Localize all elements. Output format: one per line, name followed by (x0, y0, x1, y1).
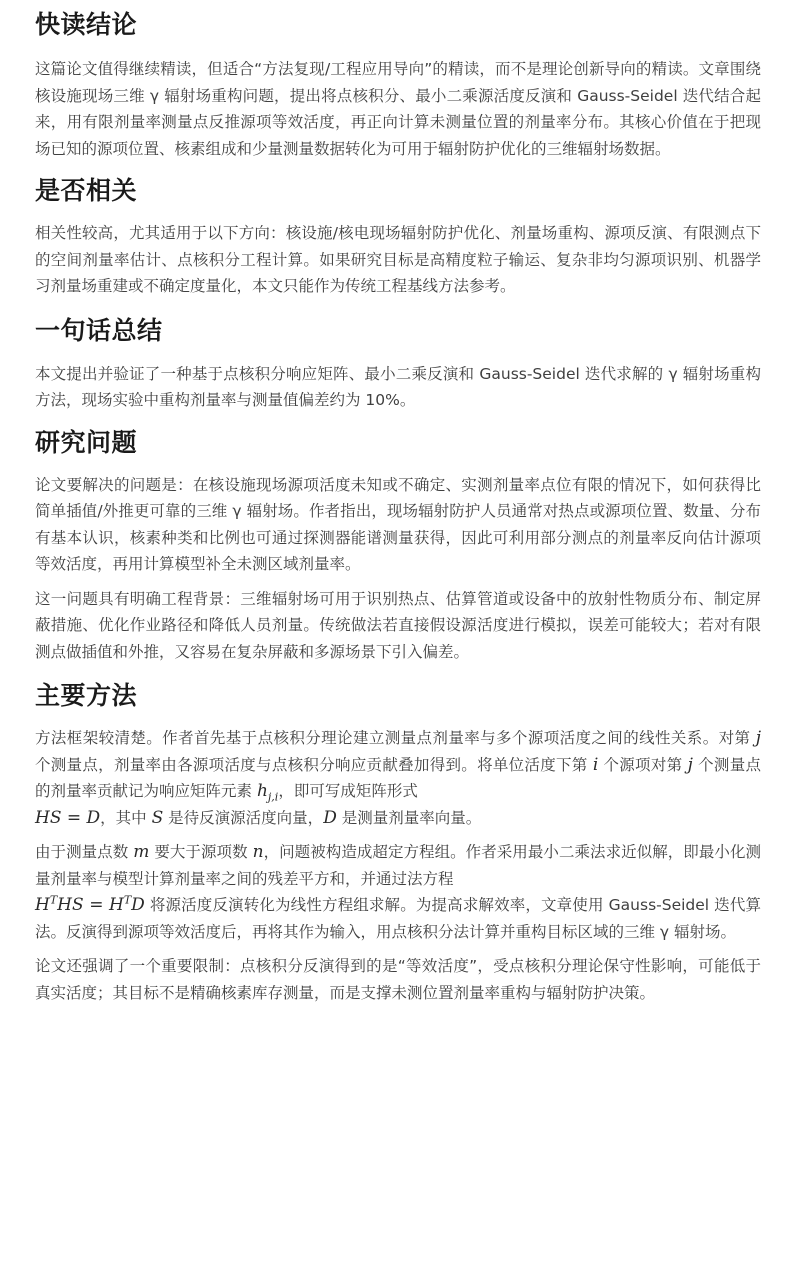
paragraph: 论文要解决的问题是：在核设施现场源项活度未知或不确定、实测剂量率点位有限的情况下，如何获得比简单插值/外推更可靠的三维 γ 辐射场。作者指出，现场辐射防护人员通常对热点或源项位置、数量、分布有基本认识，核素种类和比例也可通过探测器能谱测量获得，因此可利用部分测点的剂量率反向估计源项等效活度，再用计算模型补全未测区域剂量率。 (35, 475, 761, 573)
math-var (256, 781, 279, 804)
section-title: 是否相关 (35, 176, 138, 205)
math-equation: HS = D (35, 807, 101, 828)
paragraph: 这一问题具有明确工程背景：三维辐射场可用于识别热点、估算管道或设备中的放射性物质分布、制定屏蔽措施、优化作业路径和降低人员剂量。传统做法若直接假设源活度进行模拟，误差可能较大；若对有限测点做插值和外推，又容易在复杂屏蔽和多源场景下引入偏差。 (35, 589, 761, 661)
text-run: ，其中 (100, 808, 152, 827)
math-part: H (35, 895, 50, 915)
math-part: D (131, 895, 145, 915)
math-var: j (755, 728, 761, 748)
text-run: 将源活度反演转化为线性方程组求解。为提高求解效率，文章使用 Gauss-Seidel 迭代算法。反演得到源项等效活度后，再将其作为输入，用点核积分法计算并重构目标区域的三维 γ 辐射场。 (35, 896, 761, 941)
text-run: 个测量点的剂量率贡献记为响应矩阵元素 (35, 755, 761, 800)
paragraph: 这篇论文值得继续精读，但适合“方法复现/工程应用导向”的精读，而不是理论创新导向的精读。文章围绕核设施现场三维 γ 辐射场重构问题，提出将点核积分、最小二乘源活度反演和 Gauss-Seidel 迭代结合起来，用有限剂量率测量点反推源项等效活度，再正向计算未测量位置的剂量率分布。其核心价值在于把现场已知的源项位置、核素组成和少量测量数据转化为可用于辐射防护优化的三维辐射场数据。 (35, 60, 761, 158)
text-run: ，即可写成矩阵形式 (278, 782, 418, 800)
text-run: 是测量剂量率向量。 (336, 808, 482, 827)
section-title: 快读结论 (35, 10, 138, 39)
math-var: j (687, 754, 693, 775)
math-var: D (323, 807, 337, 828)
math-var: n (252, 842, 264, 862)
text-run: 由于测量点数 (35, 843, 134, 861)
text-run: 是待反演源活度向量， (163, 808, 324, 827)
text-run: 方法框架较清楚。作者首先基于点核积分理论建立测量点剂量率与多个源项活度之间的线性关系。对第 (35, 729, 756, 747)
math-var: m (133, 842, 150, 862)
paragraph: 相关性较高，尤其适用于以下方向：核设施/核电现场辐射防护优化、剂量场重构、源项反演、有限测点下的空间剂量率估计、点核积分工程计算。如果研究目标是高精度粒子输运、复杂非均匀源项识别、机器学习剂量场重建或不确定度量化，本文只能作为传统工程基线方法参考。 (35, 224, 761, 295)
math-subscript: j,i (267, 790, 279, 804)
section-title: 一句话总结 (35, 315, 163, 345)
text-run: 要大于源项数 (149, 843, 253, 861)
section-quick-conclusion (35, 0, 761, 162)
math-base: h (256, 781, 268, 801)
math-superscript: T (49, 893, 58, 907)
section-main-method (35, 681, 761, 1006)
section-title: 主要方法 (35, 681, 138, 710)
section-research-problem (35, 428, 761, 666)
text-run: 个测量点，剂量率由各源项活度与点核积分响应贡献叠加得到。将单位活度下第 (35, 755, 593, 774)
math-equation (35, 895, 145, 915)
section-one-sentence-summary (35, 316, 761, 414)
section-relevance (35, 176, 761, 300)
paragraph (35, 725, 761, 831)
math-var: S (151, 807, 164, 828)
text-run: ，问题被构造成超定方程组。作者采用最小二乘法求近似解，即最小化测量剂量率与模型计算剂量率之间的残差平方和，并通过法方程 (35, 843, 761, 888)
paragraph: 论文还强调了一个重要限制：点核积分反演得到的是“等效活度”，受点核积分理论保守性影响，可能低于真实活度；其目标不是精确核素库存测量，而是支撑未测位置剂量率重构与辐射防护决策。 (35, 957, 761, 1002)
paragraph (35, 839, 761, 945)
math-part: HS = H (57, 895, 124, 915)
text-run: 个源项对第 (598, 755, 688, 774)
paragraph: 本文提出并验证了一种基于点核积分响应矩阵、最小二乘反演和 Gauss-Seidel 迭代求解的 γ 辐射场重构方法，现场实验中重构剂量率与测量值偏差约为 10%。 (35, 364, 761, 409)
math-superscript: T (123, 893, 132, 907)
section-title: 研究问题 (35, 427, 138, 457)
math-var: i (592, 754, 599, 775)
